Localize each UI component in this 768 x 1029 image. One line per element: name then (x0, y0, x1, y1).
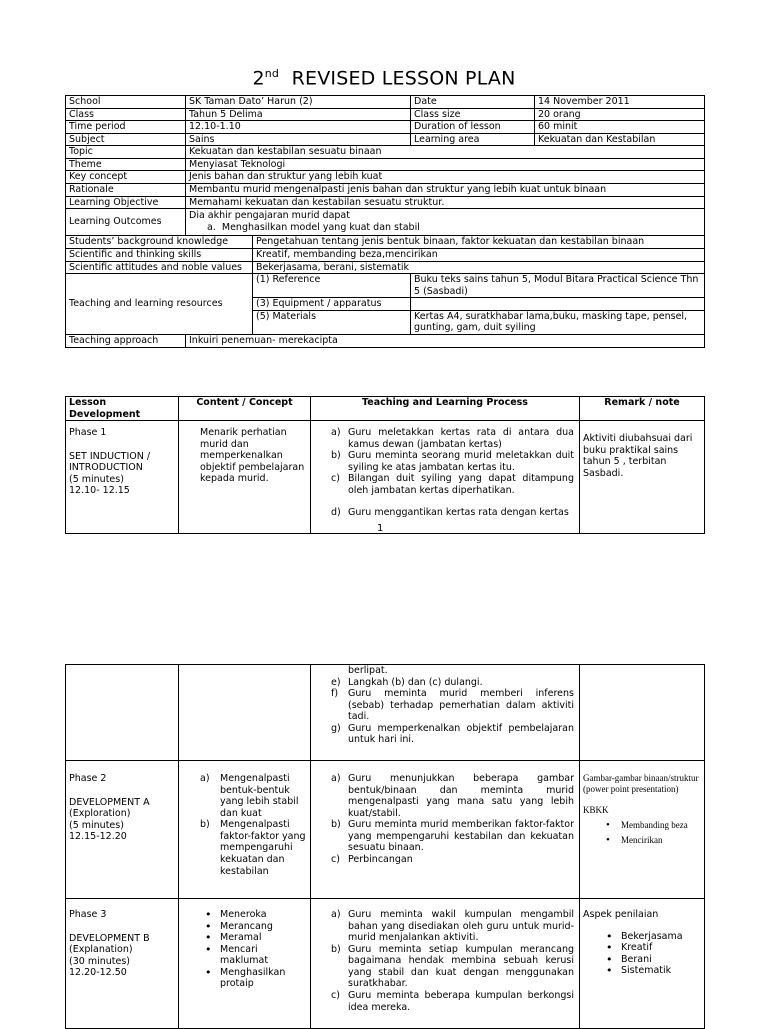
phase2-stage (66, 761, 179, 899)
phase3-name: DEVELOPMENT B (69, 932, 150, 944)
list-item: c) Guru meminta beberapa kumpulan berkongsi idea mereka. (331, 990, 574, 1013)
phase1-duration: (5 minutes) (69, 473, 124, 485)
phase1-row (66, 421, 705, 534)
phase2-content-list (200, 773, 307, 877)
phase3-remark-list (583, 931, 701, 977)
row-rationale (66, 184, 705, 197)
outcomes-item-letter: a. (207, 221, 216, 233)
row-approach (66, 334, 705, 347)
phase3-content (179, 899, 311, 1029)
row-school (66, 96, 705, 109)
phase2-remark-list (583, 820, 701, 846)
objective-label: Learning Objective (66, 196, 186, 209)
list-item: • Sistematik (601, 965, 701, 977)
class-size-value: 20 orang (535, 108, 705, 121)
phase2-process-list (331, 773, 574, 866)
row-time (66, 121, 705, 134)
time-label: Time period (66, 121, 186, 134)
list-item: b) Guru meminta seorang murid meletakkan duit syiling ke atas jambatan kertas itu. (331, 450, 574, 473)
thinking-label: Scientific and thinking skills (66, 248, 253, 261)
phase1-name-2: INTRODUCTION (69, 462, 143, 474)
list-item: a) Guru menunjukkan beberapa gambar bentuk/binaan dan meminta murid mengenalpasti yang mana satu yang lebih kuat/stabil. (331, 773, 574, 819)
list-item: • Mencari maklumat (200, 944, 307, 967)
equipment-label: (3) Equipment / apparatus (253, 298, 411, 311)
phase2-duration: (5 minutes) (69, 819, 124, 831)
list-item: b) Guru meminta setiap kumpulan merancang bagaimana hendak membina sebuah kerusi yang stabil dan kuat dengan menggunakan suratkhabar. (331, 943, 574, 990)
school-value: SK Taman Dato’ Harun (2) (186, 96, 411, 109)
approach-value: Inkuiri penemuan- merekacipta (186, 334, 705, 347)
continued-process (311, 665, 580, 761)
lesson-development-table (65, 396, 705, 534)
lesson-development-table-continued (65, 664, 705, 1029)
attitudes-value: Bekerjasama, berani, sistematik (253, 261, 705, 274)
list-item: • Meramal (200, 932, 307, 944)
phase1-title: Phase 1 (69, 427, 107, 439)
phase3-remark-heading: Aspek penilaian (583, 909, 659, 920)
phase1-content: Menarik perhatian murid dan memperkenalkan objektif pembelajaran kepada murid. (179, 421, 311, 534)
page-title: 2nd REVISED LESSON PLAN (252, 67, 516, 90)
list-item: • Mencirikan (601, 835, 701, 846)
equipment-value (411, 298, 705, 311)
reference-value: Buku teks sains tahun 5, Modul Bitara Practical Science Thn 5 (Sasbadi) (411, 274, 705, 298)
resources-label: Teaching and learning resources (66, 274, 253, 335)
lesson-info-table (65, 95, 705, 348)
phase3-mode: (Explanation) (69, 944, 133, 956)
header-teaching-process: Teaching and Learning Process (311, 397, 580, 421)
header-lesson-development: Lesson Development (66, 397, 179, 421)
attitudes-label: Scientific attitudes and noble values (66, 261, 253, 274)
phase2-mode: (Exploration) (69, 808, 131, 820)
outcomes-label: Learning Outcomes (66, 209, 186, 236)
list-item: • Kreatif (601, 942, 701, 954)
list-item: • Membanding beza (601, 820, 701, 831)
background-label: Students’ background knowledge (66, 236, 253, 249)
materials-value: Kertas A4, suratkhabar lama,buku, masking tape, pensel, gunting, gam, duit syiling (411, 310, 705, 334)
list-item: • Menghasilkan protaip (200, 967, 307, 990)
continued-process-list (331, 665, 574, 746)
row-reference (66, 274, 705, 298)
time-value: 12.10-1.10 (186, 121, 411, 134)
phase3-duration: (30 minutes) (69, 955, 130, 967)
phase3-remark (580, 899, 705, 1029)
phase3-row (66, 899, 705, 1029)
list-item: • Merancang (200, 921, 307, 933)
learning-area-value: Kekuatan dan Kestabilan (535, 133, 705, 146)
topic-label: Topic (66, 146, 186, 159)
date-value: 14 November 2011 (535, 96, 705, 109)
list-item: b) Guru meminta murid memberikan faktor-faktor yang mempengaruhi kestabilan dan kekuatan sesuatu binaan. (331, 819, 574, 854)
row-attitudes (66, 261, 705, 274)
phase1-stage (66, 421, 179, 534)
phase1-remark: Aktiviti diubahsuai dari buku praktikal sains tahun 5 , terbitan Sasbadi. (580, 421, 705, 534)
phase2-remark-materials: Gambar-gambar binaan/struktur (power point presentation) (583, 773, 699, 794)
list-item: b) Mengenalpasti faktor-faktor yang mempengaruhi kekuatan dan kestabilan (200, 819, 306, 877)
topic-value: Kekuatan dan kestabilan sesuatu binaan (186, 146, 705, 159)
row-theme (66, 158, 705, 171)
class-size-label: Class size (411, 108, 535, 121)
reference-label: (1) Reference (253, 274, 411, 298)
continued-remark (580, 665, 705, 761)
phase3-stage (66, 899, 179, 1029)
theme-value: Menyiasat Teknologi (186, 158, 705, 171)
row-subject (66, 133, 705, 146)
phase2-row (66, 761, 705, 899)
header-content-concept: Content / Concept (179, 397, 311, 421)
continued-row (66, 665, 705, 761)
list-item: a) Guru meminta wakil kumpulan mengambil bahan yang disediakan oleh guru untuk murid-murid menjalankan aktiviti. (331, 909, 574, 944)
row-objective (66, 196, 705, 209)
phase1-time: 12.10- 12.15 (69, 485, 130, 497)
class-value: Tahun 5 Delima (186, 108, 411, 121)
phase2-remark-heading: KBKK (583, 804, 609, 815)
row-key-concept (66, 171, 705, 184)
theme-label: Theme (66, 158, 186, 171)
phase3-process (311, 899, 580, 1029)
row-background (66, 236, 705, 249)
subject-label: Subject (66, 133, 186, 146)
continued-stage (66, 665, 179, 761)
approach-label: Teaching approach (66, 334, 186, 347)
row-outcomes (66, 209, 705, 236)
list-item: e) Langkah (b) dan (c) dulangi. (331, 676, 483, 688)
learning-area-label: Learning area (411, 133, 535, 146)
objective-value: Memahami kekuatan dan kestabilan sesuatu struktur. (186, 196, 705, 209)
list-item: d) Guru menggantikan kertas rata dengan kertas (331, 506, 569, 518)
phase3-time: 12.20-12.50 (69, 967, 127, 979)
list-item: berlipat. (348, 665, 388, 676)
outcomes-intro: Dia akhir pengajaran murid dapat (189, 210, 350, 222)
phase2-content (179, 761, 311, 899)
page-number: 1 (377, 523, 384, 534)
thinking-value: Kreatif, membanding beza,mencirikan (253, 248, 705, 261)
list-item: g) Guru memperkenalkan objektif pembelajaran untuk hari ini. (331, 722, 574, 746)
key-concept-label: Key concept (66, 171, 186, 184)
rationale-label: Rationale (66, 184, 186, 197)
phase1-process (311, 421, 580, 534)
phase1-process-list (331, 427, 574, 518)
school-label: School (66, 96, 186, 109)
materials-label: (5) Materials (253, 310, 411, 334)
phase3-content-list (200, 909, 307, 990)
header-remark-note: Remark / note (580, 397, 705, 421)
phase2-title: Phase 2 (69, 773, 107, 784)
list-item: c) Bilangan duit syiling yang dapat ditampung oleh jambatan kertas diperhatikan. (331, 473, 574, 497)
duration-value: 60 minit (535, 121, 705, 134)
phase3-process-list (331, 909, 574, 1013)
list-item: a) Mengenalpasti bentuk-bentuk yang lebih stabil dan kuat (200, 773, 299, 819)
row-class (66, 108, 705, 121)
phase2-name: DEVELOPMENT A (69, 796, 150, 808)
key-concept-value: Jenis bahan dan struktur yang lebih kuat (186, 171, 705, 184)
phase2-time: 12.15-12.20 (69, 831, 127, 843)
outcomes-value (186, 209, 705, 236)
duration-label: Duration of lesson (411, 121, 535, 134)
list-item: • Meneroka (200, 909, 307, 921)
lesson-header-row (66, 397, 705, 421)
list-item: f) Guru meminta murid memberi inferens (sebab) terhadap pemerhatian dalam aktiviti tadi. (331, 688, 574, 723)
outcomes-item (189, 222, 701, 234)
date-label: Date (411, 96, 535, 109)
class-label: Class (66, 108, 186, 121)
row-topic (66, 146, 705, 159)
background-value: Pengetahuan tentang jenis bentuk binaan, faktor kekuatan dan kestabilan binaan (253, 236, 705, 249)
phase3-title: Phase 3 (69, 909, 107, 920)
continued-content (179, 665, 311, 761)
list-item: a) Guru meletakkan kertas rata di antara dua kamus dewan (jambatan kertas) (331, 427, 574, 450)
phase1-name: SET INDUCTION / (69, 450, 151, 462)
outcomes-item-text: Menghasilkan model yang kuat dan stabil (221, 221, 420, 233)
list-item: • Bekerjasama (601, 931, 701, 943)
rationale-value: Membantu murid mengenalpasti jenis bahan dan struktur yang lebih kuat untuk binaan (186, 184, 705, 197)
row-thinking (66, 248, 705, 261)
phase2-remark (580, 761, 705, 899)
list-item: • Berani (601, 954, 701, 966)
list-item: c) Perbincangan (331, 854, 413, 866)
phase2-process (311, 761, 580, 899)
subject-value: Sains (186, 133, 411, 146)
